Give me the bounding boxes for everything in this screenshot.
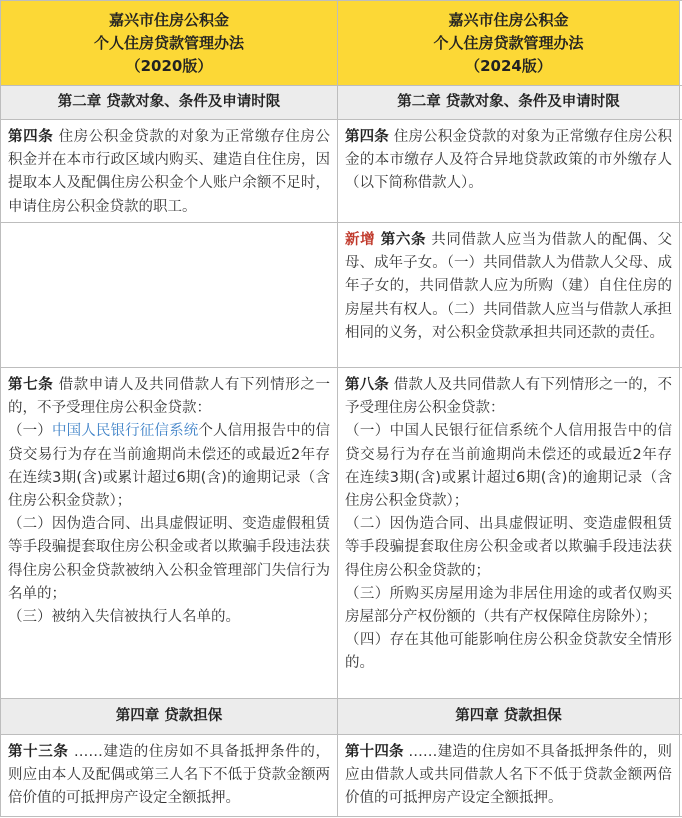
article-number: 第八条	[345, 377, 389, 393]
article6-2020-empty	[0, 223, 337, 367]
article-intro: 借款人及共同借款人有下列情形之一的，不予受理住房公积金贷款：	[345, 377, 673, 417]
article4-row	[0, 120, 682, 223]
item-2: （二）因伪造合同、出具虚假证明、变造虚假租赁等手段骗提套取住房公积金或者以欺骗手段违法获得住房公积金贷款被纳入公积金管理部门失信行为名单的；	[8, 516, 330, 602]
article13-2020	[0, 735, 337, 816]
item-4: （四）存在其他可能影响住房公积金贷款安全情形的。	[345, 632, 672, 672]
chapter4-2024: 第四章 贷款担保	[337, 699, 680, 734]
header-2020-line1: 嘉兴市住房公积金	[108, 10, 229, 29]
header-2020-line3: （2020版）	[125, 56, 213, 75]
article14-2024	[337, 735, 680, 816]
credit-system-link[interactable]: 中国人民银行征信系统	[51, 423, 199, 440]
item-3: （三）所购买房屋用途为非居住用途的或者仅购买房屋部分产权份额的（共有产权保障住房除外）；	[345, 585, 672, 626]
article6-2024	[337, 223, 680, 367]
article4-2024	[337, 120, 680, 222]
chapter2-2020: 第二章 贷款对象、条件及申请时限	[0, 86, 337, 119]
item-1	[8, 420, 330, 513]
item-2: （二）因伪造合同、出具虚假证明、变造虚假租赁等手段骗提套取住房公积金或者以欺骗手段违法获得住房公积金贷款的；	[345, 516, 672, 579]
chapter4-2020: 第四章 贷款担保	[0, 699, 337, 734]
article-text: 共同借款人应当为借款人的配偶、父母、成年子女。（一）共同借款人为借款人父母、成年子女的，共同借款人应为所购（建）自住住房的房屋共有权人。（二）共同借款人应当与借款人承担相同的义务，对公积金贷款承担共同还款的责任。	[345, 232, 672, 341]
article-number: 第四条	[345, 129, 389, 145]
header-2024-line2: 个人住房贷款管理办法	[433, 33, 584, 52]
article-text: 住房公积金贷款的对象为正常缴存住房公积金并在本市行政区域内购买、建造自住住房，因提取本人及配偶住房公积金个人账户余额不足时，申请住房公积金贷款的职工。	[8, 129, 331, 215]
article-number: 第十四条	[345, 744, 404, 760]
header-2020	[0, 1, 337, 85]
article-number: 第六条	[375, 232, 427, 248]
article6-row	[0, 223, 682, 368]
header-2024	[337, 1, 680, 85]
article-text: 住房公积金贷款的对象为正常缴存住房公积金的本市缴存人及符合异地贷款政策的市外缴存人（以下简称借款人）。	[345, 129, 673, 192]
header-row	[0, 0, 682, 86]
chapter2-row	[0, 86, 682, 120]
header-2024-line1: 嘉兴市住房公积金	[448, 10, 569, 29]
new-badge: 新增	[345, 232, 376, 248]
article8-2024	[337, 368, 680, 698]
item-3: （三）被纳入失信被执行人名单的。	[8, 609, 240, 626]
article7-8-row	[0, 368, 682, 699]
article-number: 第七条	[8, 377, 54, 393]
article-text: ……建造的住房如不具备抵押条件的，则应由本人及配偶或第三人名下不低于贷款金额两倍价值的可抵押房产设定全额抵押。	[8, 744, 330, 807]
article-number: 第四条	[8, 129, 54, 145]
article13-14-row	[0, 735, 682, 817]
item-1-text: 个人信用报告中的信贷交易行为存在当前逾期尚未偿还的或最近2年存在连续3期(含)或累计超过6期(含)的逾期记录（含住房公积金贷款）；	[8, 423, 331, 510]
item-1: （一）中国人民银行征信系统个人信用报告中的信贷交易行为存在当前逾期尚未偿还的或最近2年存在连续3期(含)或累计超过6期(含)的逾期记录（含住房公积金贷款）；	[345, 423, 672, 510]
item-1-prefix: （一）	[8, 423, 52, 440]
header-2020-line2: 个人住房贷款管理办法	[93, 33, 244, 52]
article4-2020	[0, 120, 337, 222]
header-2024-line3: （2024版）	[465, 56, 552, 75]
chapter2-2024: 第二章 贷款对象、条件及申请时限	[337, 86, 680, 119]
article-intro: 借款申请人及共同借款人有下列情形之一的，不予受理住房公积金贷款：	[8, 377, 331, 417]
article-number: 第十三条	[8, 744, 69, 760]
article7-2020	[0, 368, 337, 698]
chapter4-row	[0, 699, 682, 735]
article-text: ……建造的住房如不具备抵押条件的，则应由借款人或共同借款人名下不低于贷款金额两倍价值的可抵押房产设定全额抵押。	[345, 744, 673, 807]
